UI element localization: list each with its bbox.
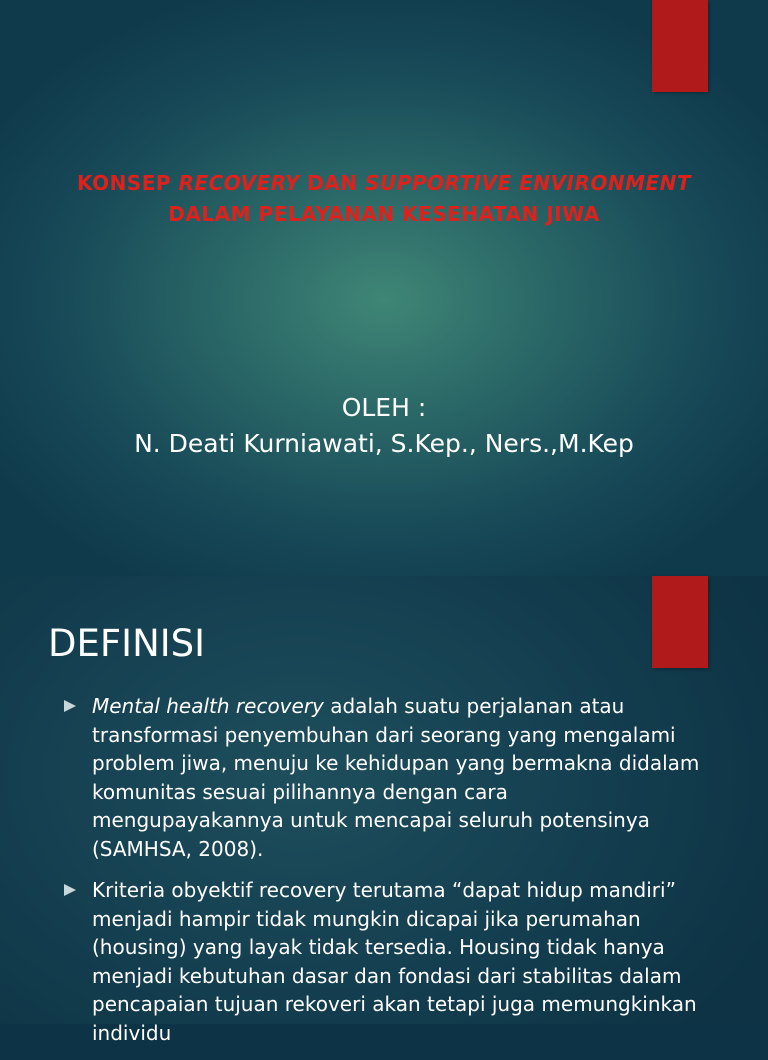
bullet-list <box>62 692 702 1060</box>
bullet-item: Mental health recovery adalah suatu perjalanan atau transformasi penyembuhan dari seorang yang mengalami problem jiwa, menuju ke kehidupan yang bermakna didalam komunitas sesuai pilihannya dengan cara mengupayakannya untuk mencapai seluruh potensinya (SAMHSA, 2008). <box>62 692 702 863</box>
bullet-item: Kriteria obyektif recovery terutama “dapat hidup mandiri” menjadi hampir tidak mungkin dicapai jika perumahan (housing) yang layak tidak tersedia. Housing tidak hanya menjadi kebutuhan dasar dan fondasi dari stabilitas dalam pencapaian tujuan rekoveri akan tetapi juga memungkinkan individu <box>62 876 702 1047</box>
section-heading: DEFINISI <box>48 622 206 665</box>
definition-slide <box>0 576 768 1045</box>
triangle-bullet-icon <box>64 700 76 712</box>
slide-title <box>0 168 768 230</box>
red-accent-tab <box>652 0 708 92</box>
triangle-bullet-icon <box>64 884 76 896</box>
author-byline <box>0 390 768 462</box>
slide-title-line-1: KONSEP RECOVERY DAN SUPPORTIVE ENVIRONMENT <box>76 171 692 195</box>
byline-label: OLEH : <box>341 393 427 422</box>
red-accent-tab <box>652 576 708 668</box>
slide-title-line-2: DALAM PELAYANAN KESEHATAN JIWA <box>168 202 600 226</box>
author-name: N. Deati Kurniawati, S.Kep., Ners.,M.Kep <box>134 429 634 458</box>
